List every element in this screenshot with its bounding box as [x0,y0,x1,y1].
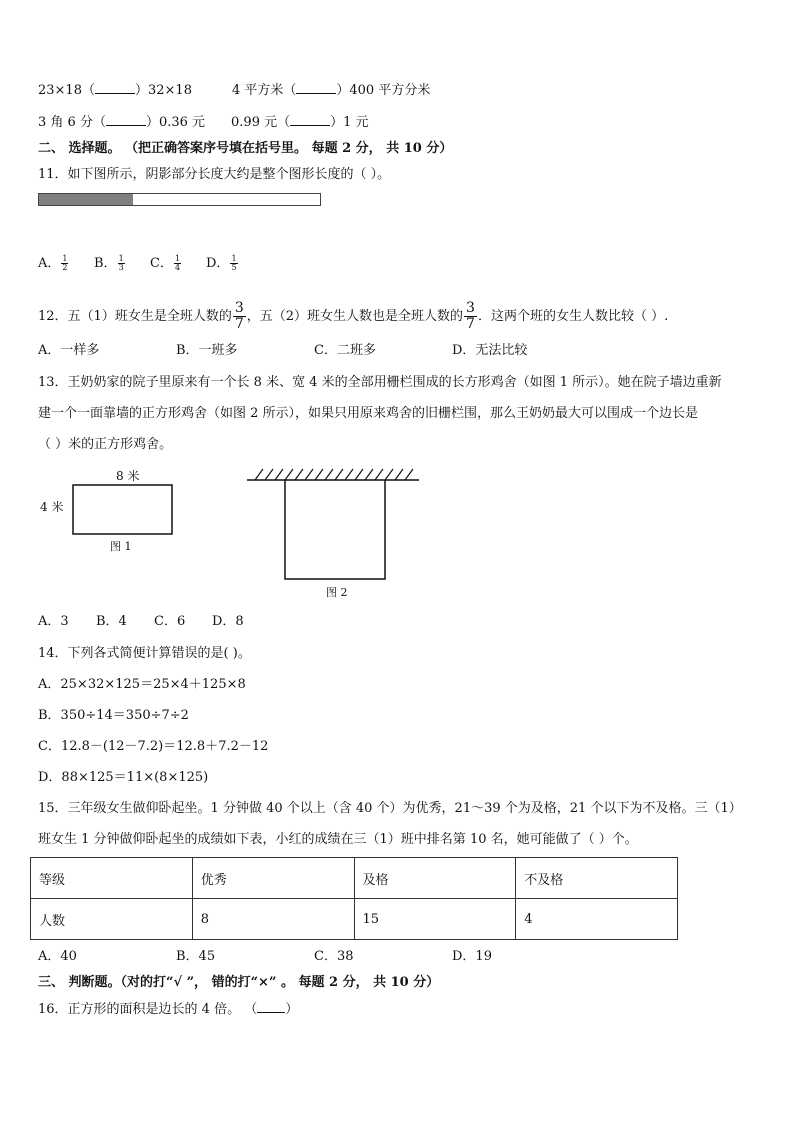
table-cell: 4 [516,899,678,940]
fig2-square-fence [285,480,385,579]
fig1-length-label: 8 米 [116,469,140,483]
q12-option-d[interactable]: D．无法比较 [452,343,528,358]
q11-option-d[interactable]: D． $\frac{1}{5}$ [206,254,237,272]
fig1-width-label: 4 米 [40,500,64,514]
q12-option-a[interactable]: A．一样多 [38,343,100,358]
q11-option-a-fraction: $\frac{1}{2}$ [62,254,68,272]
q13-option-d[interactable]: D．8 [212,614,244,629]
answer-blank-1[interactable] [95,93,135,94]
compare-3-right: ）0.36 元 [145,115,206,130]
compare-1-right: ）32×18 [134,83,192,98]
table-header-cell: 等级 [31,858,193,899]
compare-4-right: ）1 元 [330,115,369,130]
section-3-heading: 三、 判断题。（对的打“√ ”， 错的打“×” 。 每题 2 分， 共 10 分） [38,975,440,990]
q15-grade-table [30,857,678,940]
q14-stem: 14．下列各式简便计算错误的是( )。 [38,646,251,661]
fig2-caption: 图 2 [326,586,348,599]
q11-shaded-part [39,194,133,205]
table-cell: 人数 [31,899,193,940]
table-header-cell: 不及格 [516,858,678,899]
q12-option-c[interactable]: C．二班多 [314,343,376,358]
q11-option-c[interactable]: C． $\frac{1}{4}$ [150,254,181,272]
q15-line-2: 班女生 1 分钟做仰卧起坐的成绩如下表，小红的成绩在三（1）班中排名第 10 名，她可能做了（ ）个。 [38,832,638,847]
q15-option-a[interactable]: A．40 [38,949,77,964]
q15-option-d[interactable]: D．19 [452,949,492,964]
answer-blank-4[interactable] [290,125,330,126]
q14-option-a[interactable]: A．25×32×125＝25×4＋125×8 [38,677,246,692]
q13-line-2: 建一个一面靠墙的正方形鸡舍（如图 2 所示），如果只用原来鸡舍的旧栅栏围，那么王奶奶最大可以围成一个边长是 [38,406,699,421]
table-row [31,858,678,899]
answer-blank-3[interactable] [106,125,146,126]
q16-stem: 16．正方形的面积是边长的 4 倍。 （ ） [38,1002,299,1017]
table-cell: 15 [354,899,516,940]
table-row [31,899,678,940]
q14-option-c[interactable]: C．12.8－(12－7.2)＝12.8＋7.2－12 [38,739,269,754]
q13-figures [0,460,460,605]
q11-option-a[interactable]: A． $\frac{1}{2}$ [38,254,68,272]
table-header-cell: 及格 [354,858,516,899]
q12-fraction-1: $\frac{3}{7}$ [234,300,244,332]
q12-stem: 12．五（1）班女生是全班人数的 $\frac{3}{7}$ ，五（2）班女生人数也是全班人数的 $\frac{3}{7}$ ．这两个班的女生人数比较（ ）. [38,300,669,332]
section-2-heading: 二、 选择题。 （把正确答案序号填在括号里。 每题 2 分， 共 10 分） [38,141,453,156]
q15-option-c[interactable]: C．38 [314,949,354,964]
table-cell: 8 [192,899,354,940]
q12-fraction-2: $\frac{3}{7}$ [466,300,475,332]
q15-line-1: 15．三年级女生做仰卧起坐。1 分钟做 40 个以上（含 40 个）为优秀，21～39 个为及格，21 个以下为不及格。三（1） [38,801,742,816]
compare-line-2 [38,114,369,132]
q13-option-c[interactable]: C．6 [154,614,186,629]
q14-option-b[interactable]: B．350÷14＝350÷7÷2 [38,708,189,723]
q11-option-d-fraction: $\frac{1}{5}$ [231,254,237,272]
q14-option-d[interactable]: D．88×125＝11×(8×125) [38,770,209,785]
q13-line-1: 13．王奶奶家的院子里原来有一个长 8 米、宽 4 米的全部用栅栏围成的长方形鸡舍（如图 1 所示）。她在院子墙边重新 [38,375,722,390]
fig1-caption: 图 1 [110,540,132,553]
q13-option-b[interactable]: B．4 [96,614,127,629]
compare-4-left: 0.99 元（ [231,115,291,130]
q13-line-3: （ ）米的正方形鸡舍。 [38,437,173,452]
q13-option-a[interactable]: A．3 [38,614,69,629]
q11-option-b-fraction: $\frac{1}{3}$ [118,254,124,272]
answer-blank-2[interactable] [296,93,336,94]
fig1-rectangle [73,485,172,534]
compare-2-left: 4 平方米（ [231,83,297,98]
q11-option-b[interactable]: B． $\frac{1}{3}$ [94,254,124,272]
q11-length-bar [38,193,321,206]
q16-answer-blank[interactable] [257,1012,285,1013]
compare-line-1 [38,82,430,100]
q11-option-c-fraction: $\frac{1}{4}$ [174,254,181,272]
q11-stem: 11．如下图所示，阴影部分长度大约是整个图形长度的（ ）。 [38,167,391,182]
compare-3-left: 3 角 6 分（ [38,115,106,130]
table-header-cell: 优秀 [192,858,354,899]
fig2-wall [247,469,419,480]
compare-1-left: 23×18（ [38,83,95,98]
q12-option-b[interactable]: B．一班多 [176,343,238,358]
q15-option-b[interactable]: B．45 [176,949,216,964]
compare-2-right: ）400 平方分米 [336,83,431,98]
